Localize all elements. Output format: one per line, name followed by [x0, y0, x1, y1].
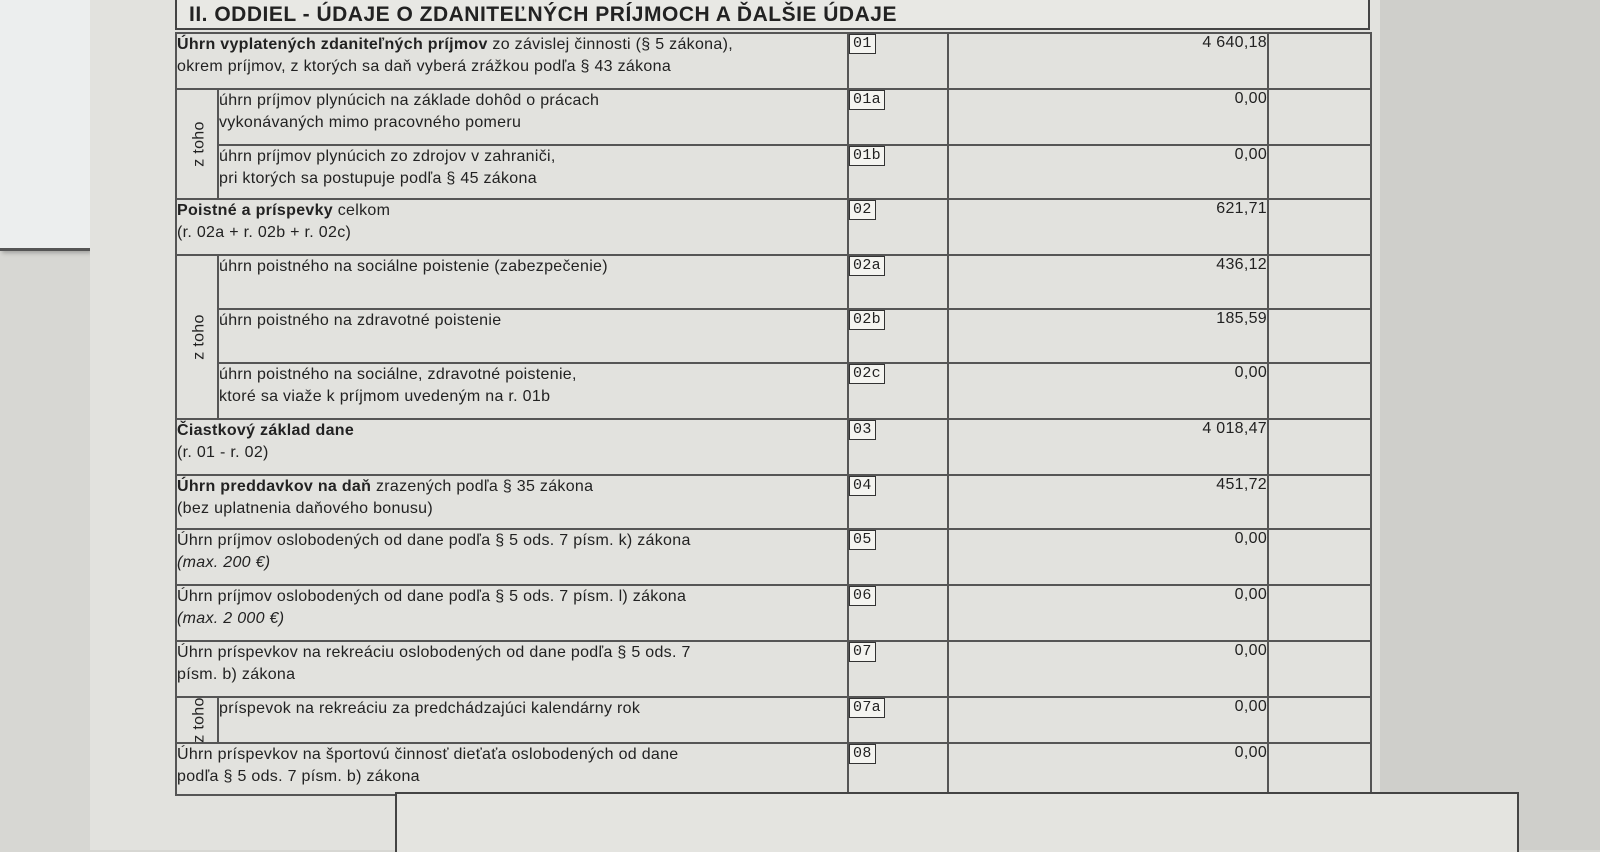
row-extra-cell — [1268, 475, 1371, 529]
row-extra-cell — [1268, 89, 1371, 145]
description-text: zrazených podľa § 35 zákona — [371, 478, 594, 495]
description-line2: okrem príjmov, z ktorých sa daň vyberá zrážkou podľa § 43 zákona — [177, 58, 672, 75]
description-text: zo závislej činnosti (§ 5 zákona), — [487, 36, 733, 53]
row-code: 03 — [849, 420, 876, 440]
description-bold: Úhrn preddavkov na daň — [177, 478, 372, 495]
ztoho-label — [176, 89, 218, 199]
row-extra-cell — [1268, 363, 1371, 419]
description-line — [219, 90, 847, 112]
row-value: 0,00 — [948, 145, 1268, 199]
row-value: 4 640,18 — [948, 33, 1268, 89]
row-code-cell — [848, 641, 948, 697]
row-code-cell — [848, 585, 948, 641]
row-code-cell — [848, 33, 948, 89]
row-code: 08 — [849, 744, 876, 764]
table-row — [176, 641, 1371, 697]
row-code: 01 — [849, 34, 876, 54]
description-line — [177, 420, 847, 442]
description-line2: (bez uplatnenia daňového bonusu) — [177, 500, 434, 517]
ztoho-label — [176, 697, 218, 743]
description-line — [219, 698, 847, 720]
row-description — [218, 145, 848, 199]
description-text: Úhrn príjmov oslobodených od dane podľa § 5 ods. 7 písm. k) zákona — [177, 532, 691, 549]
row-description — [218, 697, 848, 743]
row-code-cell — [848, 529, 948, 585]
table-row — [176, 585, 1371, 641]
row-value: 4 018,47 — [948, 419, 1268, 475]
row-description — [176, 419, 848, 475]
row-code-cell — [848, 199, 948, 255]
description-text: Úhrn príspevkov na športovú činnosť dieťaťa oslobodených od dane — [177, 746, 679, 763]
row-extra-cell — [1268, 743, 1371, 795]
income-table — [175, 32, 1372, 796]
row-extra-cell — [1268, 697, 1371, 743]
table-row — [176, 743, 1371, 795]
row-extra-cell — [1268, 309, 1371, 363]
row-code-cell — [848, 89, 948, 145]
row-value: 0,00 — [948, 89, 1268, 145]
row-code-cell — [848, 363, 948, 419]
row-extra-cell — [1268, 145, 1371, 199]
description-text: úhrn poistného na zdravotné poistenie — [219, 312, 502, 329]
row-extra-cell — [1268, 641, 1371, 697]
paper-edge — [1380, 0, 1600, 850]
row-description — [176, 475, 848, 529]
row-extra-cell — [1268, 529, 1371, 585]
description-line — [219, 146, 847, 168]
row-value: 0,00 — [948, 363, 1268, 419]
description-line — [177, 34, 847, 56]
row-description — [176, 529, 848, 585]
row-code: 07 — [849, 642, 876, 662]
row-value: 0,00 — [948, 585, 1268, 641]
table-row — [176, 697, 1371, 743]
description-text: úhrn príjmov plynúcich zo zdrojov v zahraniči, — [219, 148, 556, 165]
table-row — [176, 419, 1371, 475]
next-section-box — [395, 792, 1519, 852]
row-description — [176, 641, 848, 697]
description-line — [219, 256, 847, 278]
row-value: 621,71 — [948, 199, 1268, 255]
description-line — [177, 586, 847, 608]
background-sheet — [0, 0, 90, 251]
row-value: 0,00 — [948, 697, 1268, 743]
description-bold: Čiastkový základ dane — [177, 422, 355, 439]
description-line2: (max. 200 €) — [177, 554, 271, 571]
row-value: 436,12 — [948, 255, 1268, 309]
row-code: 02b — [849, 310, 885, 330]
row-code: 07a — [849, 698, 885, 718]
description-line — [177, 530, 847, 552]
description-line — [177, 744, 847, 766]
row-extra-cell — [1268, 419, 1371, 475]
table-row — [176, 33, 1371, 89]
table-row — [176, 363, 1371, 419]
row-description — [176, 585, 848, 641]
description-line — [177, 476, 847, 498]
row-code-cell — [848, 145, 948, 199]
row-code-cell — [848, 743, 948, 795]
row-code-cell — [848, 309, 948, 363]
table-row — [176, 309, 1371, 363]
row-description — [218, 309, 848, 363]
row-code: 02 — [849, 200, 876, 220]
row-code: 01b — [849, 146, 885, 166]
row-value: 185,59 — [948, 309, 1268, 363]
row-value: 0,00 — [948, 743, 1268, 795]
table-row — [176, 145, 1371, 199]
ztoho-label — [176, 255, 218, 419]
row-value: 0,00 — [948, 641, 1268, 697]
description-line — [177, 642, 847, 664]
section-title: II. ODDIEL - ÚDAJE O ZDANITEĽNÝCH PRÍJMOCH A ĎALŠIE ÚDAJE — [175, 0, 1370, 30]
description-line2: ktoré sa viaže k príjmom uvedeným na r. 01b — [219, 388, 551, 405]
row-code: 02a — [849, 256, 885, 276]
row-code: 02c — [849, 364, 885, 384]
description-text: celkom — [333, 202, 391, 219]
row-code: 01a — [849, 90, 885, 110]
description-text: príspevok na rekreáciu za predchádzajúci kalendárny rok — [219, 700, 641, 717]
table-row — [176, 255, 1371, 309]
row-extra-cell — [1268, 33, 1371, 89]
ztoho-text: z toho — [190, 314, 208, 360]
ztoho-text: z toho — [190, 697, 208, 743]
table-row — [176, 199, 1371, 255]
row-value: 0,00 — [948, 529, 1268, 585]
row-code-cell — [848, 255, 948, 309]
description-line — [219, 364, 847, 386]
table-row — [176, 89, 1371, 145]
description-text: Úhrn príjmov oslobodených od dane podľa § 5 ods. 7 písm. l) zákona — [177, 588, 687, 605]
ztoho-text: z toho — [190, 121, 208, 167]
table-row — [176, 475, 1371, 529]
row-code-cell — [848, 475, 948, 529]
row-description — [176, 743, 848, 795]
description-line2: (r. 01 - r. 02) — [177, 444, 269, 461]
row-code: 04 — [849, 476, 876, 496]
description-line2: vykonávaných mimo pracovného pomeru — [219, 114, 522, 131]
row-extra-cell — [1268, 585, 1371, 641]
row-description — [218, 89, 848, 145]
description-text: úhrn poistného na sociálne poistenie (zabezpečenie) — [219, 258, 608, 275]
description-text: úhrn príjmov plynúcich na základe dohôd o prácach — [219, 92, 600, 109]
description-line — [219, 310, 847, 332]
description-line2: podľa § 5 ods. 7 písm. b) zákona — [177, 768, 420, 785]
row-extra-cell — [1268, 199, 1371, 255]
description-line2: pri ktorých sa postupuje podľa § 45 zákona — [219, 170, 537, 187]
row-extra-cell — [1268, 255, 1371, 309]
row-code: 05 — [849, 530, 876, 550]
table-row — [176, 529, 1371, 585]
row-value: 451,72 — [948, 475, 1268, 529]
row-code-cell — [848, 419, 948, 475]
description-text: Úhrn príspevkov na rekreáciu oslobodených od dane podľa § 5 ods. 7 — [177, 644, 691, 661]
row-code-cell — [848, 697, 948, 743]
row-description — [218, 363, 848, 419]
description-line2: (r. 02a + r. 02b + r. 02c) — [177, 224, 352, 241]
row-description — [176, 199, 848, 255]
description-bold: Poistné a príspevky — [177, 202, 333, 219]
description-bold: Úhrn vyplatených zdaniteľných príjmov — [177, 36, 488, 53]
description-text: úhrn poistného na sociálne, zdravotné poistenie, — [219, 366, 577, 383]
row-description — [218, 255, 848, 309]
description-line — [177, 200, 847, 222]
description-line2: (max. 2 000 €) — [177, 610, 285, 627]
row-description — [176, 33, 848, 89]
description-line2: písm. b) zákona — [177, 666, 296, 683]
row-code: 06 — [849, 586, 876, 606]
